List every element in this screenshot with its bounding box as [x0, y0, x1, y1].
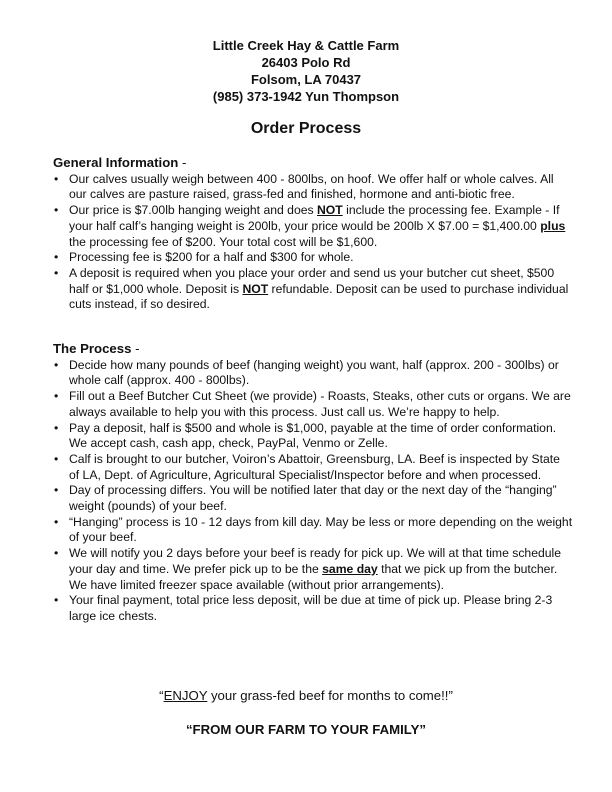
process-item-3: Pay a deposit, half is $500 and whole is $1,000, payable at the time of order conformation. We accept cash, cash app, check, PayPal, Venmo or Zelle. — [69, 420, 557, 451]
general-item-2c: include the processing fee. Example - If your half calf’s hanging weight is 200lb, your price would be 200lb X $7.00 = $1,400.00 — [69, 203, 560, 233]
quote-open: “ — [159, 688, 164, 703]
the-process-heading — [53, 341, 573, 357]
farm-address: 26403 Polo Rd — [261, 55, 351, 70]
farm-city: Folsom, LA 70437 — [250, 72, 362, 87]
general-item-2-not: NOT — [316, 203, 343, 218]
farm-slogan: “FROM OUR FARM TO YOUR FAMILY” — [185, 722, 427, 737]
general-information-list — [53, 172, 573, 313]
general-item-2e: the processing fee of $200. Your total cost will be $1,600. — [69, 234, 378, 249]
general-item-3: Processing fee is $200 for a half and $300 for whole. — [69, 250, 354, 265]
process-item-4: Calf is brought to our butcher, Voiron’s Abattoir, Greensburg, LA. Beef is inspected by State of LA, Dept. of Agriculture, Agricultural Specialist/Inspector before and when processed. — [69, 451, 560, 482]
farm-name: Little Creek Hay & Cattle Farm — [212, 38, 400, 53]
enjoy-tagline — [0, 688, 612, 703]
process-item-1: Decide how many pounds of beef (hanging weight) you want, half (approx. 200 - 300lbs) or whole calf (approx. 400 - 800lbs). — [69, 357, 559, 388]
general-item-4a: A deposit is required when you place your order and send us your butcher cut sheet, $500 half or $1,000 whole. Deposit is — [69, 265, 555, 296]
process-item-2: Fill out a Beef Butcher Cut Sheet (we provide) - Roasts, Steaks, other cuts or organs. We are always available to help you with this process. Just call us. We’re happy to help. — [69, 389, 571, 419]
list-item — [53, 250, 573, 266]
farm-header — [0, 37, 612, 105]
general-heading-text: General Information — [53, 155, 179, 170]
list-item — [53, 546, 573, 593]
general-information-section — [53, 155, 573, 313]
process-heading-suffix: - — [131, 341, 140, 356]
enjoy-word: ENJOY — [163, 688, 208, 703]
process-heading-text: The Process — [53, 341, 132, 356]
general-item-1: Our calves usually weigh between 400 - 800lbs, on hoof. We offer half or whole calves. All our calves are pasture raised, grass-fed and finished, hormone and anti-biotic free. — [69, 171, 554, 202]
farm-phone-contact: (985) 373-1942 Yun Thompson — [212, 89, 400, 104]
list-item — [53, 389, 573, 420]
general-item-4-not: NOT — [242, 281, 269, 296]
general-item-4c: refundable. Deposit can be used to purchase individual cuts instead, if so desired. — [69, 281, 569, 312]
list-item — [53, 172, 573, 203]
general-item-2-plus: plus — [540, 218, 566, 233]
process-item-7-same-day: same day — [322, 561, 378, 576]
process-item-6: “Hanging” process is 10 - 12 days from kill day. May be less or more depending on the weight of your beef. — [69, 514, 573, 545]
general-heading-suffix: - — [178, 155, 187, 170]
list-item — [53, 421, 573, 452]
list-item — [53, 266, 573, 313]
general-item-2a: Our price is $7.00lb hanging weight and does — [69, 203, 317, 218]
process-item-7a: We will notify you 2 days before your beef is ready for pick up. We will at that time schedule your day and time. We prefer pick up to be the — [69, 546, 562, 576]
process-item-5: Day of processing differs. You will be notified later that day or the next day of the “hanging” weight (pounds) of your beef. — [69, 483, 557, 514]
the-process-list — [53, 358, 573, 625]
general-information-heading — [53, 155, 573, 171]
list-item — [53, 515, 573, 546]
list-item — [53, 452, 573, 483]
quote-rest: your grass-fed beef for months to come!!” — [207, 688, 453, 703]
process-item-7c: that we pick up from the butcher. We have limited freezer space available (without prior arrangements). — [69, 561, 558, 592]
list-item — [53, 483, 573, 514]
list-item — [53, 203, 573, 250]
page-title: Order Process — [250, 120, 362, 137]
the-process-section — [53, 341, 573, 625]
process-item-8: Your final payment, total price less deposit, will be due at time of pick up. Please bring 2-3 large ice chests. — [69, 593, 553, 623]
list-item — [53, 358, 573, 389]
list-item — [53, 593, 573, 624]
